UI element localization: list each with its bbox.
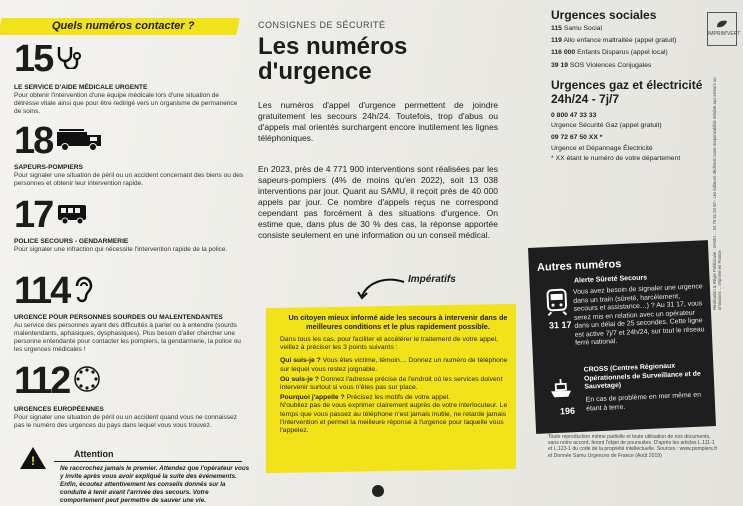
gas-label-2: Urgence et Dépannage Électricité xyxy=(551,145,653,152)
social-label: Enfants Disparus (appel local) xyxy=(575,49,668,56)
leaf-icon xyxy=(715,19,729,29)
alert-text: Vous avez besoin de signaler une urgence dans un train (sûreté, harcèlement, secours et assistance…) ? Au 31 17, vous serez mis en relation avec un opérateur dans un délai de 25 secondes. Cette ligne est active 7j/7 et 24h/24, sur tout le réseau ferré national. xyxy=(572,283,705,347)
stats-paragraph: En 2023, près de 4 771 900 interventions sont réalisées par les sapeurs-pompiers (4% de moins qu'en 2022), soit 13 038 interventions par jour. Quant au SAMU, il reçoit près de 40 000 appels par jour. Ce nombre d'appels reçus ne correspond cependant pas forcément à des situations d'urgence. On estime que, dans plus de 30 % des cas, la réponse apportée consiste seulement en une information ou un conseil médical. xyxy=(258,164,498,240)
point-why-label: Pourquoi j'appelle ? xyxy=(280,394,345,402)
entry-17 xyxy=(14,196,244,254)
ear-icon xyxy=(73,275,95,308)
logo-label: IMPRIM'VERT xyxy=(708,31,741,37)
cross-text: En cas de problème en mer même en étant à terre. xyxy=(585,391,702,413)
entry-18 xyxy=(14,122,244,188)
social-number: 116 000 xyxy=(551,49,576,56)
point-where xyxy=(280,376,516,392)
social-line xyxy=(551,25,602,32)
cross-title: CROSS (Centres Régionaux Opérationnels de Surveillance et de Sauvetage) xyxy=(583,362,701,391)
curved-arrow-icon xyxy=(356,276,406,307)
attention-title: Attention xyxy=(74,449,114,459)
legal-vertical-text: Réalisation & Régie Publicitaire : SAMU ... 04 75 51 00 00 - Les éditeurs déclinent toute responsabilité relative aux erreurs ou omissions ... Imprimé en France. xyxy=(712,77,722,310)
police-van-icon xyxy=(56,200,90,231)
entry-number: 112 xyxy=(14,360,70,402)
alert-title: Alerte Sûreté Secours xyxy=(573,274,648,285)
point-where-label: Où suis-je ? xyxy=(280,375,319,383)
point-why xyxy=(280,394,516,402)
stethoscope-icon xyxy=(56,45,86,74)
entry-number: 15 xyxy=(14,38,53,80)
box-heading: Un citoyen mieux informé aide les secours à intervenir dans de meilleures conditions et le plus rapidement possible. xyxy=(288,313,508,331)
social-line xyxy=(551,37,676,44)
entry-title: SAPEURS-POMPIERS xyxy=(14,164,83,171)
point-why-text: Précisez les motifs de votre appel. xyxy=(344,394,451,402)
social-title: Urgences sociales xyxy=(551,8,657,22)
box-intro: Dans tous les cas, pour faciliter et accélérer le traitement de votre appel, veillez à préciser les 3 points suivants : xyxy=(280,336,498,352)
left-header: Quels numéros contacter ? xyxy=(52,20,195,32)
alert-number: 31 17 xyxy=(548,319,572,331)
social-label: Allo enfance maltraitée (appel gratuit) xyxy=(561,37,677,44)
imperatifs-label: Impératifs xyxy=(408,274,456,285)
warning-mark: ! xyxy=(31,454,35,468)
footer-legal: Toute reproduction même partielle et toute utilisation de nos documents, sans notre accord, feront l'objet de poursuites. D'après les articles L.111-1 et L.123-1 du code de la propriété intellectuelle. Sources : www.pompiers.fr et Donnée Samu Urgences de France (Août 2019) xyxy=(548,434,718,459)
attention-text: Ne raccrochez jamais le premier. Attendez que l'opérateur vous y invite après vous avoir expliqué la suite des événements. Enfin, écoutez attentivement les conseils donnés sur la conduite à tenir avant l'arrivée des secours. Votre comportement peut permettre de sauver une vie. xyxy=(60,465,250,504)
cross-number: 196 xyxy=(559,405,576,417)
social-line xyxy=(551,62,651,69)
social-number: 119 xyxy=(551,37,562,44)
entry-title: POLICE SECOURS - GENDARMERIE xyxy=(14,238,129,245)
train-icon xyxy=(544,287,569,321)
entry-title: URGENCE POUR PERSONNES SOURDES OU MALENTENDANTES xyxy=(14,314,223,321)
gas-note: * XX étant le numéro de votre département xyxy=(551,155,681,162)
other-numbers-title: Autres numéros xyxy=(536,258,622,274)
entry-112 xyxy=(14,362,244,430)
entry-number: 18 xyxy=(14,120,53,162)
gas-label-1: Urgence Sécurité Gaz (appel gratuit) xyxy=(551,122,662,129)
entry-number: 17 xyxy=(14,194,53,236)
binding-hole xyxy=(372,485,384,497)
entry-number: 114 xyxy=(14,270,70,312)
fire-truck-icon xyxy=(56,126,104,157)
entry-desc: Pour signaler une situation de péril ou un accident quand vous ne connaissez pas le numéro des urgences du pays dans lequel vous vous trouvez. xyxy=(14,414,237,429)
entry-desc: Pour signaler une situation de péril ou un accident concernant des biens ou des personnes et obtenir leur intervention rapide. xyxy=(14,172,244,187)
entry-desc: Pour signaler une infraction qui nécessite l'intervention rapide de la police. xyxy=(14,246,228,253)
entry-15 xyxy=(14,40,244,116)
ship-icon xyxy=(548,375,573,405)
box-conclusion: N'oubliez pas de vous exprimer clairement auprès de votre interlocuteur. Le temps que vous passez au téléphone n'est jamais inutile, ne retarde jamais l'intervention et permet la meilleure réponse à l'urgence pour laquelle vous l'appelez. xyxy=(280,402,508,435)
social-label: SOS Violences Conjugales xyxy=(568,62,652,69)
point-where-text: Donnez l'adresse précise de l'endroit où les services doivent intervenir surtout si vous n'êtes pas sur place. xyxy=(280,375,503,392)
social-number: 39 19 xyxy=(551,62,569,69)
gas-title: Urgences gaz et électricité 24h/24 - 7j/7 xyxy=(551,78,703,106)
imperatifs-content xyxy=(280,313,516,435)
point-who-text: Vous êtes victime, témoin… Donnez un numéro de téléphone sur lequel vous restez joignable. xyxy=(280,357,508,373)
page-title: Les numéros d'urgence xyxy=(258,33,408,85)
social-line xyxy=(551,49,668,56)
point-who xyxy=(280,357,516,373)
imprimvert-logo xyxy=(707,12,741,46)
gas-number-1: 0 800 47 33 33 xyxy=(551,112,597,119)
gas-number-2: 09 72 67 50 XX * xyxy=(551,134,603,141)
eu-stars-icon xyxy=(73,365,101,398)
social-number: 115 xyxy=(551,25,562,32)
intro-paragraph: Les numéros d'appel d'urgence permettent de joindre gratuitement les secours 24h/24. Toutefois, trop d'abus ou d'appels mal orientés surchargent encore inutilement les lignes téléphoniques. xyxy=(258,100,498,143)
entry-desc: Au service des personnes ayant des difficultés à parler ou à entendre (sourds malentendants, aphasiques, dysphasiques). Plus besoin d'aller chercher une personne entendante pour contacter les pompiers, la gendarmerie, la police ou les urgences médicales ! xyxy=(14,322,241,353)
entry-desc: Pour obtenir l'intervention d'une équipe médicale lors d'une situation de détresse vitale ainsi que pour être redirigé vers un organisme de permanence de soins. xyxy=(14,92,238,115)
entry-title: URGENCES EUROPÉENNES xyxy=(14,406,104,413)
entry-114 xyxy=(14,272,244,354)
point-who-label: Qui suis-je ? xyxy=(280,357,321,365)
attention-divider xyxy=(54,461,242,462)
entry-title: LE SERVICE D'AIDE MÉDICALE URGENTE xyxy=(14,84,148,91)
section-kicker: CONSIGNES DE SÉCURITÉ xyxy=(258,20,386,30)
social-label: Samu Social xyxy=(561,25,603,32)
